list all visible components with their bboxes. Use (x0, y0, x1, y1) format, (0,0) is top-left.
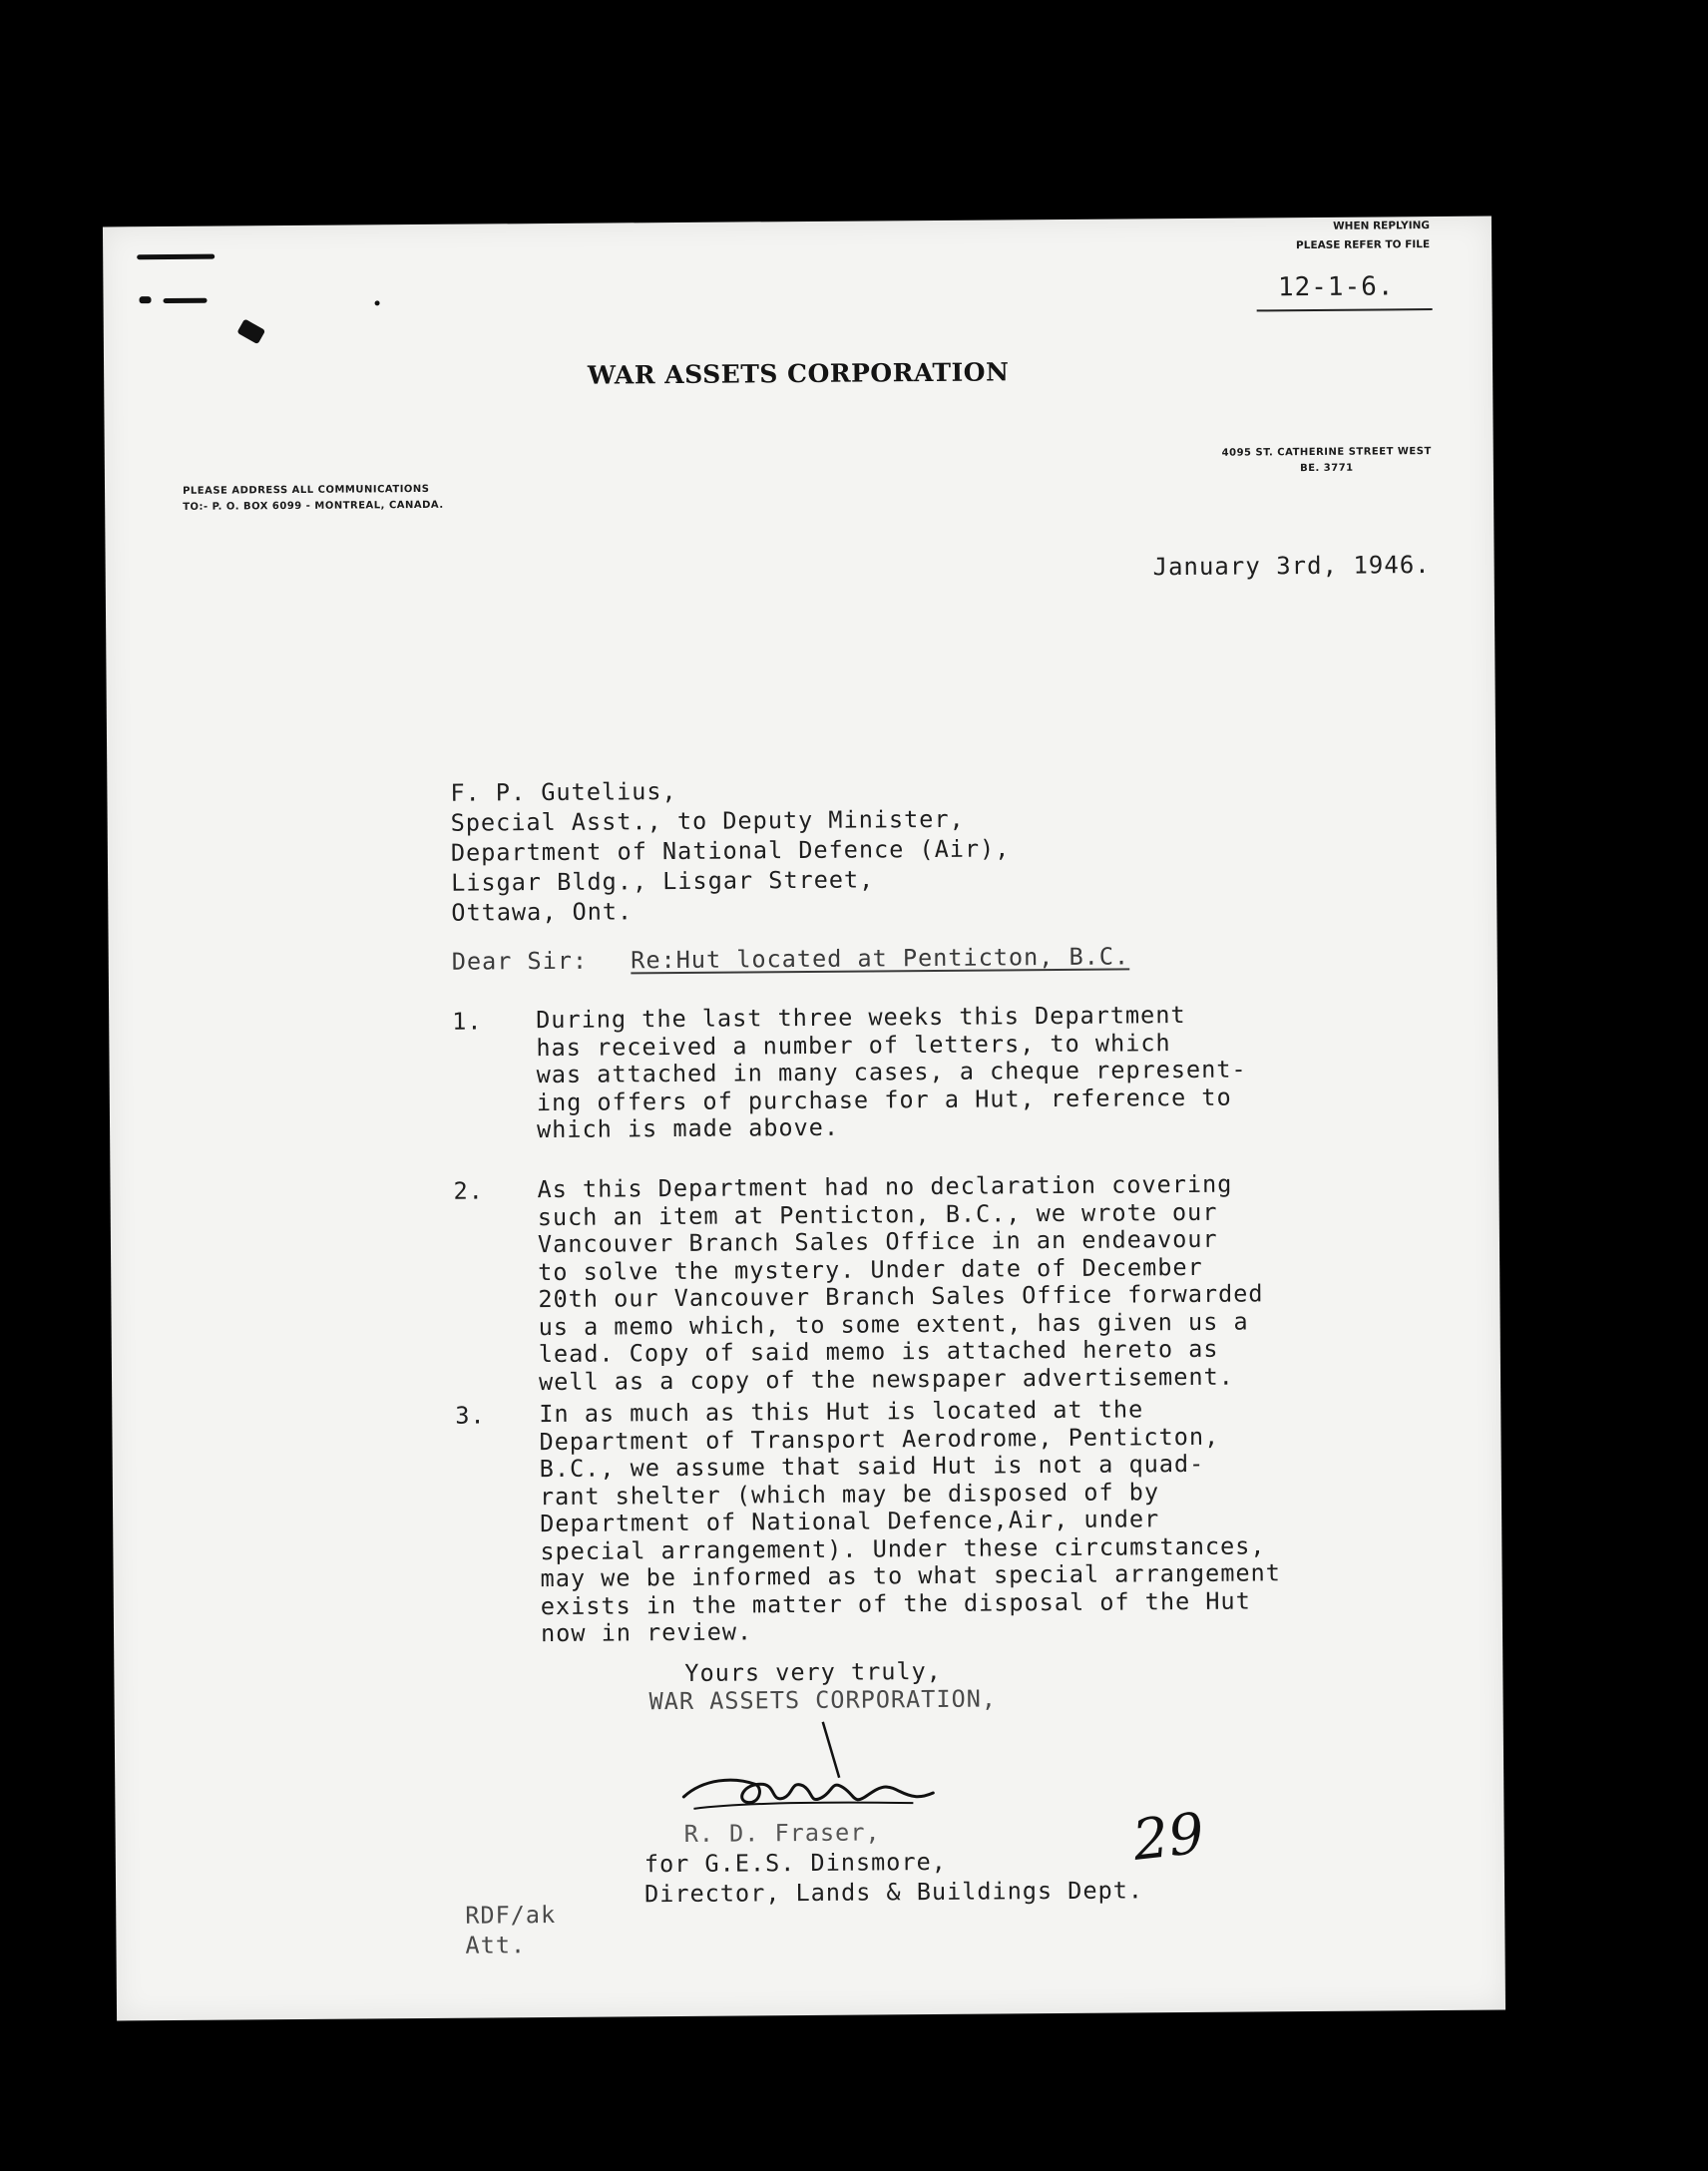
paragraph-line: to solve the mystery. Under date of December (538, 1252, 1203, 1286)
signer-name: R. D. Fraser, (683, 1818, 881, 1848)
paragraph-line: may we be informed as to what special arrangement (540, 1558, 1281, 1593)
reference-initials: RDF/ak (465, 1900, 557, 1930)
salutation: Dear Sir: (451, 946, 589, 976)
paragraph-line: now in review. (540, 1617, 753, 1648)
punch-mark (236, 318, 265, 344)
paragraph-body (539, 1395, 1281, 1647)
paragraph-body (536, 1002, 1247, 1144)
phone-number: BE. 3771 (1300, 462, 1354, 475)
paragraph-line: was attached in many cases, a cheque represent- (536, 1055, 1247, 1089)
paragraph-line: Department of Transport Aerodrome, Penticton, (539, 1422, 1220, 1456)
paragraph-body (537, 1170, 1264, 1396)
paragraph-line: Department of National Defence,Air, under (540, 1505, 1160, 1538)
letter-date: January 3rd, 1946. (1152, 551, 1431, 582)
paragraph-line: As this Department had no declaration covering (537, 1169, 1233, 1204)
paragraph-line: During the last three weeks this Department (536, 1000, 1186, 1035)
mailing-address-line: PLEASE ADDRESS ALL COMMUNICATIONS (183, 483, 430, 497)
paragraph-line: B.C., we assume that said Hut is not a quad- (539, 1449, 1205, 1484)
punch-mark (140, 296, 152, 303)
paragraph-line: well as a copy of the newspaper advertisement. (538, 1362, 1234, 1396)
reply-note-line: WHEN REPLYING (1333, 219, 1431, 232)
reply-note-line: PLEASE REFER TO FILE (1295, 238, 1431, 252)
handwritten-signature (663, 1717, 964, 1829)
punch-mark (137, 254, 214, 260)
signer-title: Director, Lands & Buildings Dept. (643, 1876, 1144, 1909)
closing-company: WAR ASSETS CORPORATION, (648, 1684, 998, 1716)
valediction: Yours very truly, (684, 1656, 942, 1687)
paragraph-line: special arrangement). Under these circumstances, (540, 1530, 1266, 1565)
street-address-block (1222, 444, 1432, 478)
paragraph-line: In as much as this Hut is located at the (539, 1395, 1144, 1429)
paragraph-number: 3. (455, 1401, 486, 1430)
letter-page (103, 217, 1505, 2021)
reply-reference-note (1296, 217, 1430, 255)
addressee-block (450, 773, 1011, 927)
paragraph-number: 1. (452, 1007, 483, 1036)
street-address: 4095 ST. CATHERINE STREET WEST (1221, 446, 1432, 459)
paragraph-line: has received a number of letters, to which (536, 1028, 1171, 1062)
paragraph-line: exists in the matter of the disposal of the Hut (540, 1585, 1251, 1620)
paragraph-line: lead. Copy of said memo is attached hereto as (538, 1334, 1219, 1369)
subject-line: Re:Hut located at Penticton, B.C. (631, 942, 1130, 975)
paragraph-line: Vancouver Branch Sales Office in an endeavour (537, 1224, 1218, 1259)
signer-for-line: for G.E.S. Dinsmore, (643, 1847, 947, 1879)
addressee-line: Lisgar Bldg., Lisgar Street, (451, 865, 875, 897)
mailing-address-line: TO:- P. O. BOX 6099 - MONTREAL, CANADA. (183, 499, 444, 513)
signer-block (644, 1815, 1144, 1909)
addressee-line: Department of National Defence (Air), (450, 834, 1011, 867)
salutation-line (452, 942, 1130, 975)
file-number-rule (1257, 308, 1433, 311)
enclosure-note: Att. (465, 1931, 527, 1959)
mailing-address-block (183, 482, 444, 516)
paragraph-number: 2. (453, 1176, 484, 1205)
closing-block (648, 1656, 998, 1716)
reference-block (465, 1900, 556, 1960)
punch-mark (375, 300, 380, 305)
paragraph-line: such an item at Penticton, B.C., we wrote our (537, 1197, 1218, 1231)
paragraph-line: 20th our Vancouver Branch Sales Office forwarded (538, 1279, 1264, 1314)
paragraph-line: rant shelter (which may be disposed of by (539, 1477, 1160, 1511)
file-number: 12-1-6. (1277, 271, 1395, 303)
paragraph-line: which is made above. (536, 1112, 840, 1144)
paragraph-line: ing offers of purchase for a Hut, reference to (536, 1083, 1232, 1116)
addressee-line: Ottawa, Ont. (451, 897, 634, 927)
punch-mark (164, 298, 208, 303)
handwritten-page-number: 29 (1129, 1801, 1208, 1874)
addressee-line: Special Asst., to Deputy Minister, (450, 804, 965, 837)
paragraph-line: us a memo which, to some extent, has given us a (538, 1307, 1249, 1341)
addressee-line: F. P. Gutelius, (450, 776, 677, 807)
organization-name: WAR ASSETS CORPORATION (587, 357, 1010, 390)
